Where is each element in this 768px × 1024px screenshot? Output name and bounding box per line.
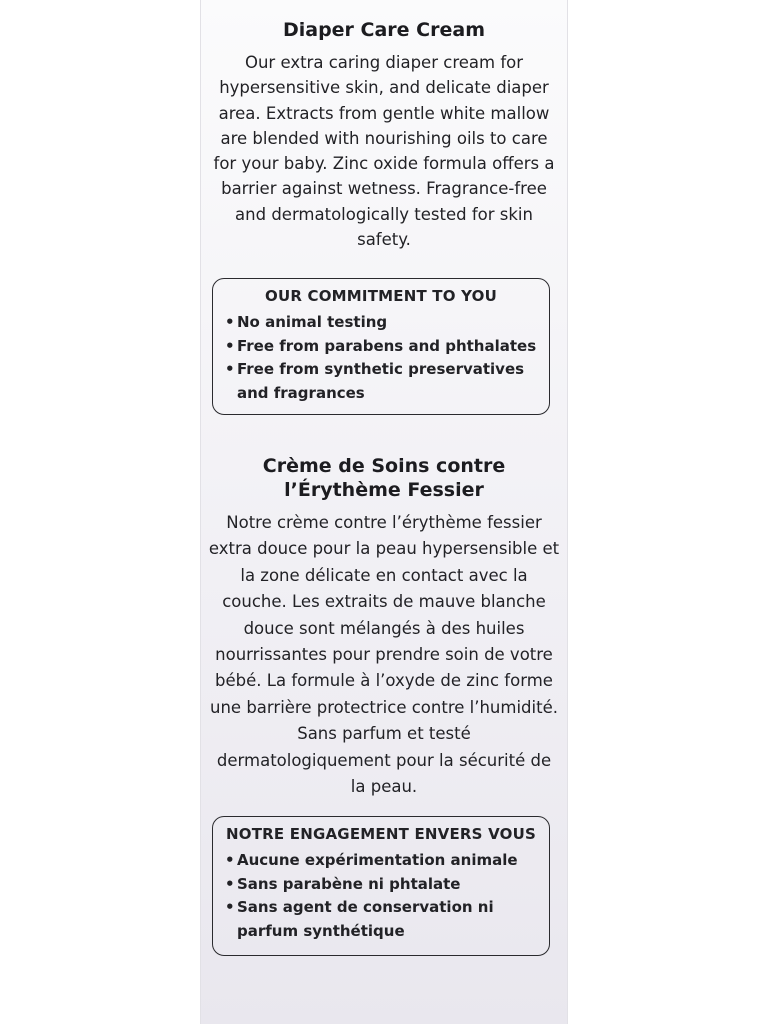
bullet-icon: •	[225, 336, 235, 355]
bullet-icon: •	[225, 851, 235, 869]
french-commitment-box	[212, 816, 550, 956]
english-commitment-box	[212, 278, 550, 415]
bullet-icon: •	[225, 313, 235, 331]
list-item: • Aucune expérimentation animale	[225, 849, 539, 873]
french-commitment-list	[213, 849, 549, 943]
bullet-icon: •	[225, 898, 235, 916]
english-commitment-list	[213, 311, 549, 405]
list-item: • Free from synthetic preservatives and fragrances	[225, 358, 539, 405]
list-item: • No animal testing	[225, 311, 539, 335]
english-commitment-title: OUR COMMITMENT TO YOU	[265, 287, 497, 305]
list-item: • Sans parabène ni phtalate	[225, 873, 539, 897]
english-description: Our extra caring diaper cream for hypersensitive skin, and delicate diaper area. Extracts from gentle white mallow are blended with nourishing oils to care for your baby. Zinc oxide formula offers a barrier against wetness. Fragrance-free and dermatologically tested for skin safety.	[213, 53, 555, 250]
french-commitment-title: NOTRE ENGAGEMENT ENVERS VOUS	[226, 825, 536, 843]
french-description: Notre crème contre l’érythème fessier extra douce pour la peau hypersensible et la zone délicate en contact avec la couche. Les extraits de mauve blanche douce sont mélangés à des huiles nourrissantes pour prendre soin de votre bébé. La formule à l’oxyde de zinc forme une barrière protectrice contre l’humidité. Sans parfum et testé dermatologiquement pour la sécurité de la peau.	[208, 513, 560, 797]
bullet-icon: •	[225, 874, 235, 893]
french-section	[200, 454, 568, 800]
french-heading: Crème de Soins contre l’Érythème Fessier	[262, 455, 506, 501]
bullet-icon: •	[225, 360, 235, 378]
package-side-panel	[200, 0, 568, 1024]
list-item: • Free from parabens and phthalates	[225, 335, 539, 359]
list-item: • Sans agent de conservation ni parfum synthétique	[225, 896, 539, 943]
english-section	[200, 18, 568, 252]
english-heading: Diaper Care Cream	[282, 19, 486, 41]
